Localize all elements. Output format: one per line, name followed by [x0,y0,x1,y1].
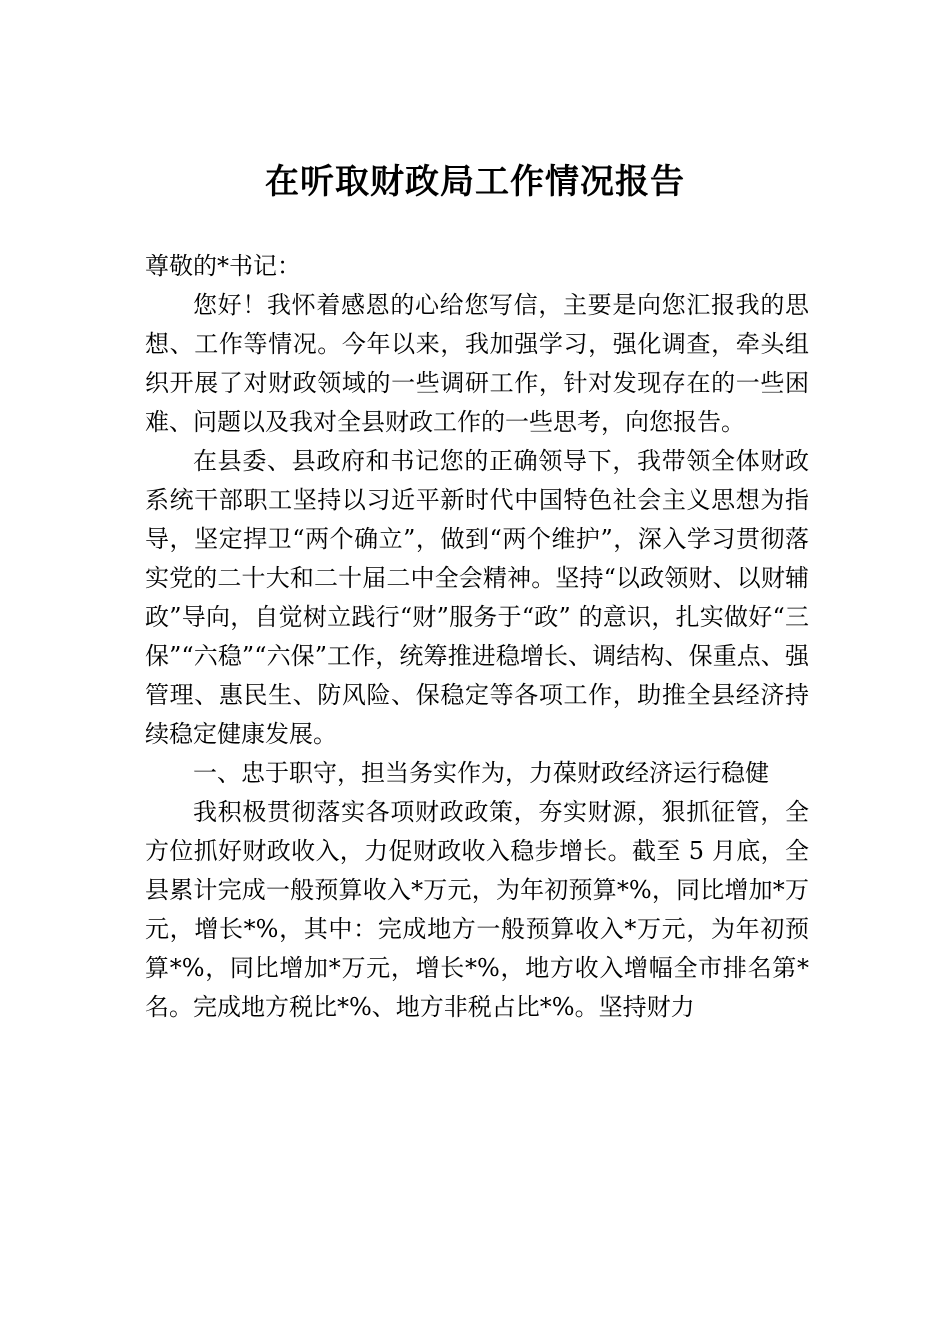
section-heading-one: 一、忠于职守，担当务实作为，力葆财政经济运行稳健 [193,759,769,787]
document-title: 在听取财政局工作情况报告 [265,162,685,202]
document-body [145,247,809,1027]
salutation: 尊敬的*书记： [145,252,301,280]
paragraph-leadership: 在县委、县政府和书记您的正确领导下，我带领全体财政系统干部职工坚持以习近平新时代中国特色社会主义思想为指导，坚定捍卫“两个确立”，做到“两个维护”，深入学习贯彻落实党的二十大和二十届二中全会精神。坚持“以政领财、以财辅政”导向，自觉树立践行“财”服务于“政” 的意识，扎实做好“三保”“六稳”“六保”工作，统筹推进稳增长、调结构、保重点、强管理、惠民生、防风险、保稳定等各项工作，助推全县经济持续稳定健康发展。 [145,447,809,748]
paragraph-greeting: 您好！我怀着感恩的心给您写信，主要是向您汇报我的思想、工作等情况。今年以来，我加强学习，强化调查，牵头组织开展了对财政领域的一些调研工作，针对发现存在的一些困难、问题以及我对全县财政工作的一些思考，向您报告。 [145,291,809,436]
paragraph-revenue: 我积极贯彻落实各项财政政策，夯实财源，狠抓征管，全方位抓好财政收入，力促财政收入稳步增长。截至 5 月底，全县累计完成一般预算收入*万元，为年初预算*%，同比增加*万元，增长*%，其中：完成地方一般预算收入*万元，为年初预算*%，同比增加*万元，增长*%，地方收入增幅全市排名第*名。完成地方税比*%、地方非税占比*%。坚持财力 [145,798,809,1021]
